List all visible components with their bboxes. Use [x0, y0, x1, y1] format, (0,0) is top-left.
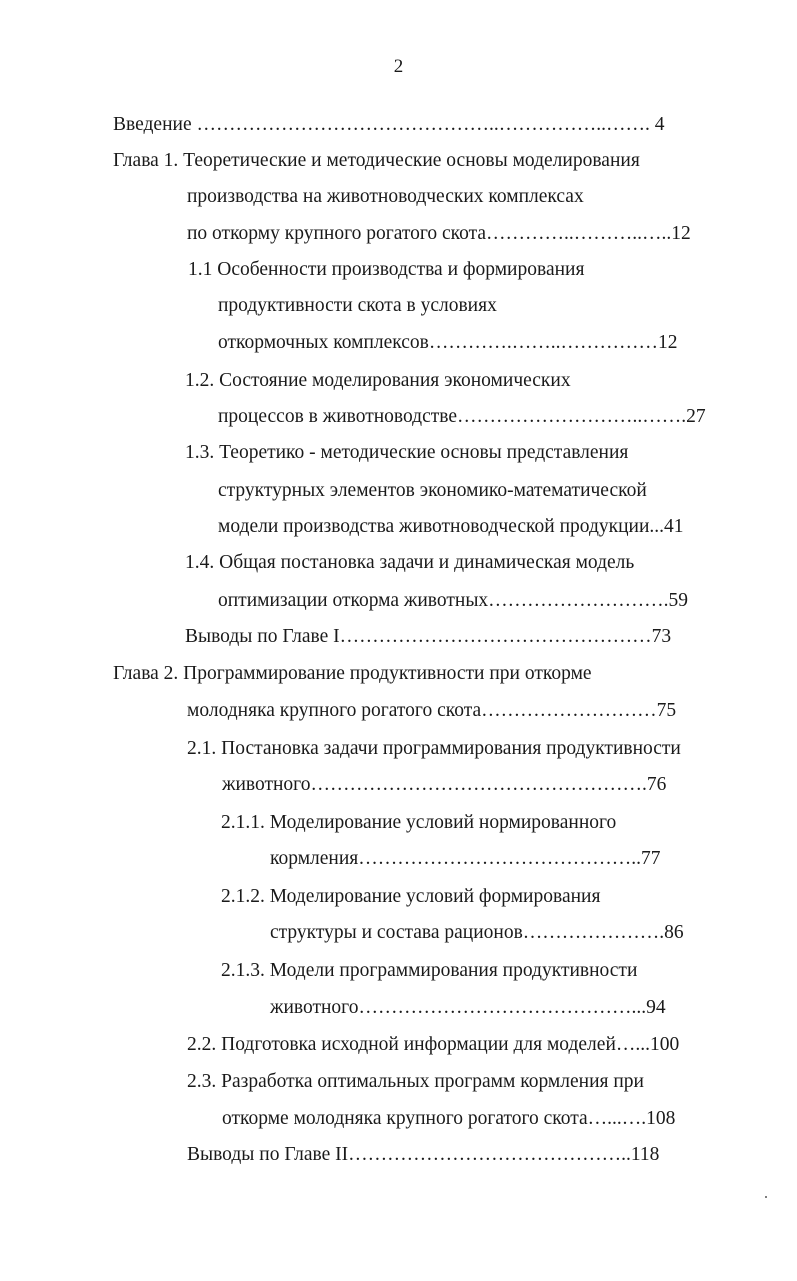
- toc-section-2-1-3-line-2: животного……………………………………...94: [270, 997, 666, 1018]
- toc-section-1-4-line-2: оптимизации откорма животных……………………….59: [218, 590, 689, 611]
- toc-chapter-1-line-1: Глава 1. Теоретические и методические основы моделирования: [113, 150, 640, 171]
- toc-section-1-1-line-3: откормочных комплексов………….……..……………12: [218, 332, 678, 353]
- toc-section-2-1-2-line-1: 2.1.2. Моделирование условий формирования: [221, 886, 601, 907]
- toc-section-2-3-line-2: откорме молодняка крупного рогатого скота…...….108: [222, 1108, 676, 1129]
- toc-section-1-3-line-3: модели производства животноводческой продукции...41: [218, 516, 684, 537]
- toc-section-1-3-line-2: структурных элементов экономико-математической: [218, 480, 647, 501]
- toc-section-1-1-line-2: продуктивности скота в условиях: [218, 295, 497, 316]
- toc-section-2-1-2-line-2: структуры и состава рационов………………….86: [270, 922, 684, 943]
- scan-speck: [765, 1196, 767, 1198]
- toc-section-2-1-line-1: 2.1. Постановка задачи программирования продуктивности: [187, 738, 681, 759]
- toc-chapter-2-conclusions: Выводы по Главе II……………………………………..118: [187, 1144, 660, 1165]
- toc-chapter-1-line-3: по откорму крупного рогатого скота…………..………..…..12: [187, 223, 691, 244]
- toc-chapter-1-conclusions: Выводы по Главе I…………………………………………73: [185, 626, 672, 647]
- toc-section-1-4-line-1: 1.4. Общая постановка задачи и динамическая модель: [185, 552, 635, 573]
- toc-section-1-3-line-1: 1.3. Теоретико - методические основы представления: [185, 442, 629, 463]
- toc-section-1-1-line-1: 1.1 Особенности производства и формирования: [188, 259, 585, 280]
- toc-section-2-1-line-2: животного…………………………………………….76: [222, 774, 667, 795]
- toc-chapter-1-line-2: производства на животноводческих комплексах: [187, 186, 584, 207]
- toc-chapter-2-line-1: Глава 2. Программирование продуктивности при откорме: [113, 663, 592, 684]
- toc-section-2-2: 2.2. Подготовка исходной информации для моделей…...100: [187, 1034, 680, 1055]
- toc-section-2-1-1-line-1: 2.1.1. Моделирование условий нормированного: [221, 812, 617, 833]
- toc-entry-introduction: Введение ………………………………………..……………..……. 4: [113, 114, 665, 135]
- toc-section-1-2-line-2: процессов в животноводстве………………………..…….27: [218, 406, 706, 427]
- page-number: 2: [393, 56, 404, 77]
- toc-section-2-1-3-line-1: 2.1.3. Модели программирования продуктивности: [221, 960, 638, 981]
- toc-chapter-2-line-2: молодняка крупного рогатого скота………………………75: [187, 700, 677, 721]
- toc-section-2-3-line-1: 2.3. Разработка оптимальных программ кормления при: [187, 1071, 644, 1092]
- toc-section-2-1-1-line-2: кормления……………………………………..77: [270, 848, 661, 869]
- toc-section-1-2-line-1: 1.2. Состояние моделирования экономических: [185, 370, 571, 391]
